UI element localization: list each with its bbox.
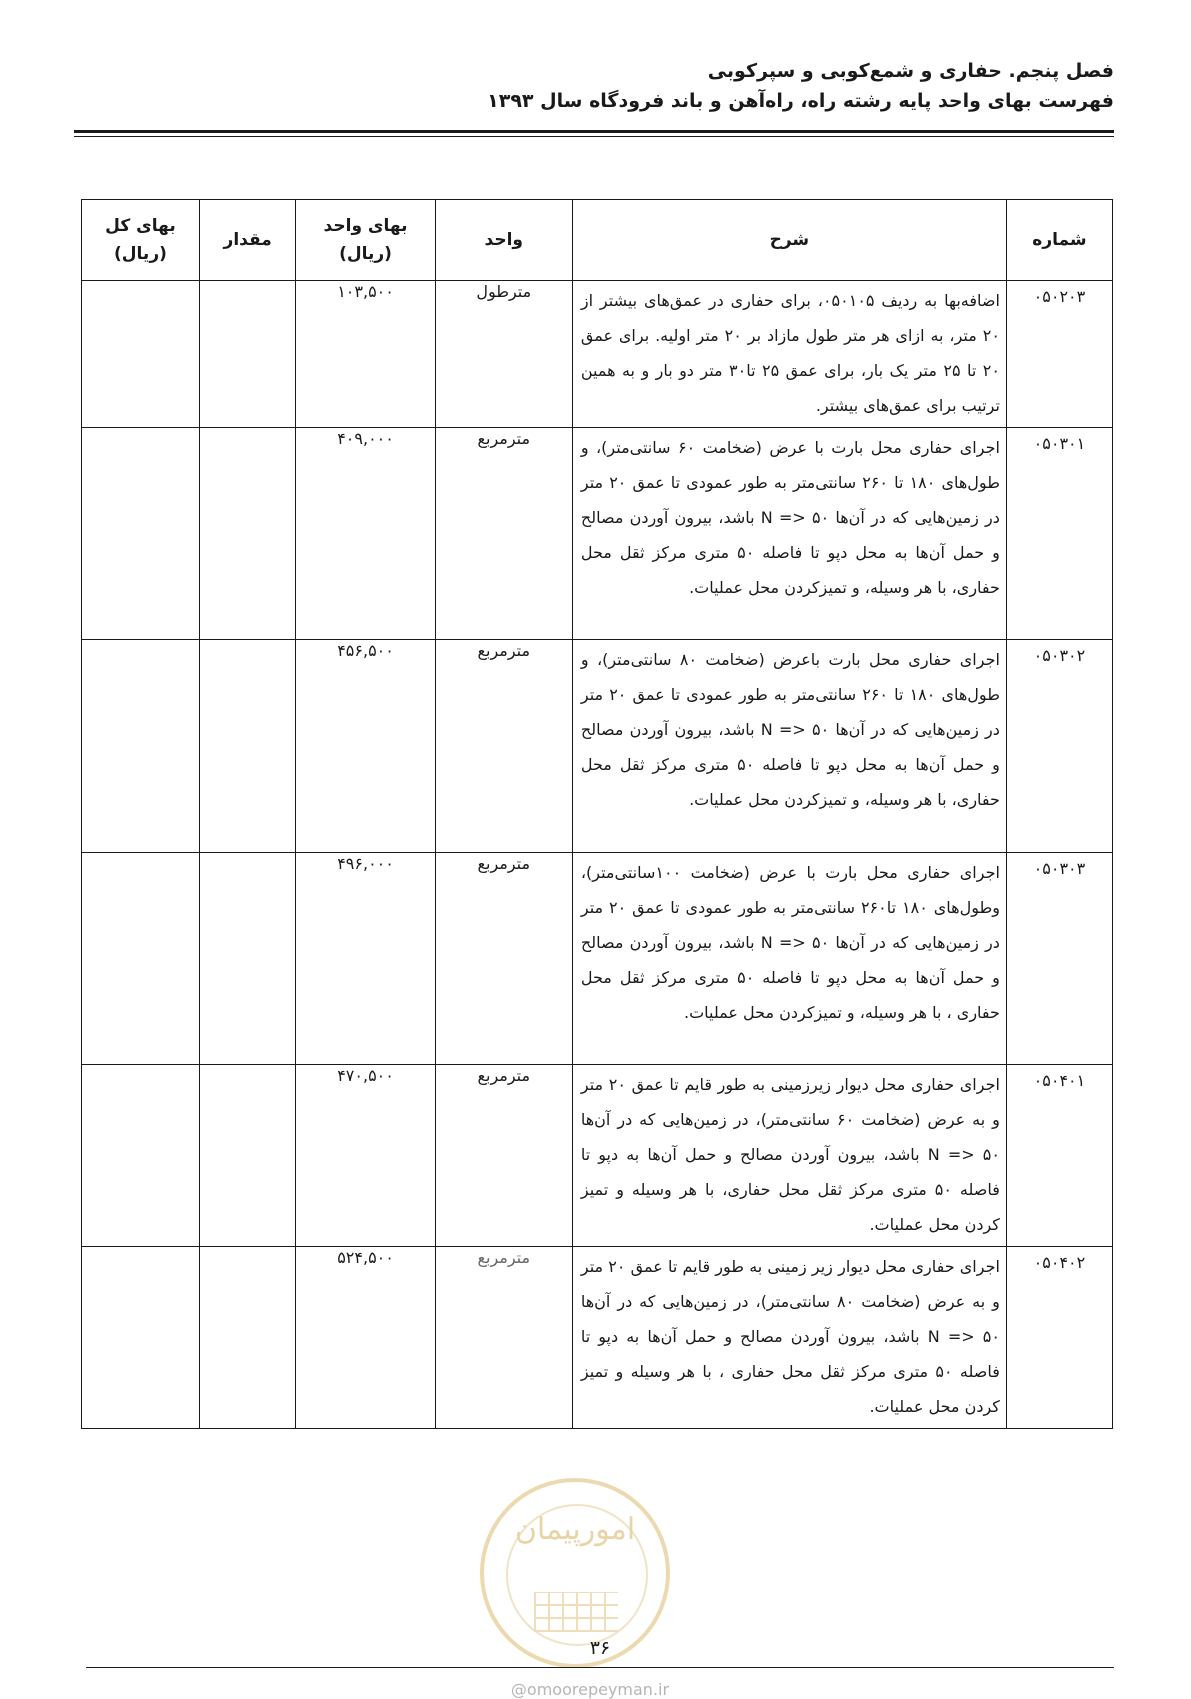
page-number: ۳۶ bbox=[589, 1637, 611, 1659]
row-description: اجرای حفاری محل دیوار زیر زمینی به طور قایم تا عمق ۲۰ متر و به عرض (ضخامت ۸۰ سانتی‌متر)، در زمین‌هایی که در آن‌ها ۵۰ <= N باشد، بیرون آوردن مصالح و حمل آن‌ها به دپو تا فاصله ۵۰ متری مرکز ثقل محل حفاری ، با هر وسیله و تمیز کردن محل عملیات. bbox=[572, 1247, 1006, 1429]
row-unit: مترمربع bbox=[435, 640, 572, 853]
row-code: ۰۵۰۳۰۲ bbox=[1006, 640, 1112, 853]
row-quantity bbox=[199, 853, 295, 1065]
table-header-row bbox=[82, 200, 1113, 281]
row-description: اجرای حفاری محل دیوار زیرزمینی به طور قایم تا عمق ۲۰ متر و به عرض (ضخامت ۶۰ سانتی‌متر)، در زمین‌هایی که در آن‌ها ۵۰ <= N باشد، بیرون آوردن مصالح و حمل آن‌ها به دپو تا فاصله ۵۰ متری مرکز ثقل محل حفاری، با هر وسیله و تمیز کردن محل عملیات. bbox=[572, 1065, 1006, 1247]
row-unit: مترمربع bbox=[435, 428, 572, 640]
row-description: اجرای حفاری محل بارت باعرض (ضخامت ۸۰ سانتی‌متر)، و طول‌های ۱۸۰ تا ۲۶۰ سانتی‌متر به طور عمودی تا عمق ۲۰ متر در زمین‌هایی که در آن‌ها ۵۰ <= N باشد، بیرون آوردن مصالح و حمل آن‌ها به محل دپو تا فاصله ۵۰ متری مرکز ثقل محل حفاری، با هر وسیله، و تمیزکردن محل عملیات. bbox=[572, 640, 1006, 853]
row-total-price bbox=[82, 640, 200, 853]
row-total-price bbox=[82, 281, 200, 428]
table-row bbox=[82, 640, 1113, 853]
row-description: اجرای حفاری محل بارت با عرض (ضخامت ۶۰ سانتی‌متر)، و طول‌های ۱۸۰ تا ۲۶۰ سانتی‌متر به طور عمودی تا عمق ۲۰ متر در زمین‌هایی که در آن‌ها ۵۰ <= N باشد، بیرون آوردن مصالح و حمل آن‌ها به محل دپو تا فاصله ۵۰ متری مرکز ثقل محل حفاری، با هر وسیله، و تمیزکردن محل عملیات. bbox=[572, 428, 1006, 640]
header-rule-thin bbox=[74, 136, 1114, 137]
chapter-title: فصل پنجم. حفاری و شمع‌کوبی و سپرکوبی bbox=[707, 60, 1114, 82]
header-quantity: مقدار bbox=[199, 200, 295, 281]
header-rule-thick bbox=[74, 130, 1114, 133]
row-quantity bbox=[199, 640, 295, 853]
row-code: ۰۵۰۳۰۱ bbox=[1006, 428, 1112, 640]
row-unit: مترمربع bbox=[435, 1065, 572, 1247]
header-unit-price bbox=[296, 200, 435, 281]
row-unit-price: ۴۹۶,۰۰۰ bbox=[296, 853, 435, 1065]
watermark-text: omoorepeyman.ir bbox=[526, 1680, 670, 1699]
row-code: ۰۵۰۴۰۲ bbox=[1006, 1247, 1112, 1429]
row-total-price bbox=[82, 428, 200, 640]
row-description: اجرای حفاری محل بارت با عرض (ضخامت ۱۰۰سانتی‌متر)، وطول‌های ۱۸۰ تا۲۶۰ سانتی‌متر به طور عمودی تا عمق ۲۰ متر در زمین‌هایی که در آن‌ها ۵۰ <= N باشد، بیرون آوردن مصالح و حمل آن‌ها به محل دپو تا فاصله ۵۰ متری مرکز ثقل محل حفاری ، با هر وسیله، و تمیزکردن محل عملیات. bbox=[572, 853, 1006, 1065]
seal-grid-emblem bbox=[534, 1592, 618, 1632]
at-icon: @ bbox=[510, 1680, 527, 1699]
row-unit-price: ۴۵۶,۵۰۰ bbox=[296, 640, 435, 853]
site-watermark bbox=[470, 1680, 710, 1699]
seal-script: امورپیمان bbox=[514, 1512, 636, 1547]
row-quantity bbox=[199, 281, 295, 428]
table-row bbox=[82, 1247, 1113, 1429]
row-unit-price: ۵۲۴,۵۰۰ bbox=[296, 1247, 435, 1429]
row-unit-price: ۴۰۹,۰۰۰ bbox=[296, 428, 435, 640]
row-total-price bbox=[82, 853, 200, 1065]
page-header bbox=[74, 56, 1114, 116]
table-row bbox=[82, 853, 1113, 1065]
table-row bbox=[82, 428, 1113, 640]
row-total-price bbox=[82, 1247, 200, 1429]
header-total-price-label: بهای کل bbox=[105, 216, 176, 236]
row-unit-price: ۴۷۰,۵۰۰ bbox=[296, 1065, 435, 1247]
header-unit-price-label: بهای واحد bbox=[323, 216, 408, 236]
row-quantity bbox=[199, 1065, 295, 1247]
row-description: اضافه‌بها به ردیف ۰۵۰۱۰۵، برای حفاری در عمق‌های بیشتر از ۲۰ متر، به ازای هر متر طول مازاد بر ۲۰ متر اولیه. برای عمق ۲۰ تا ۲۵ متر یک بار، برای عمق ۲۵ تا۳۰ متر دو بار و به همین ترتیب برای عمق‌های بیشتر. bbox=[572, 281, 1006, 428]
row-unit: مترمربع bbox=[435, 1247, 572, 1429]
header-code: شماره bbox=[1006, 200, 1112, 281]
footer-rule bbox=[86, 1667, 1114, 1668]
row-unit-price: ۱۰۳,۵۰۰ bbox=[296, 281, 435, 428]
row-total-price bbox=[82, 1065, 200, 1247]
header-unit: واحد bbox=[435, 200, 572, 281]
header-description: شرح bbox=[572, 200, 1006, 281]
row-unit: مترطول bbox=[435, 281, 572, 428]
document-subtitle: فهرست بهای واحد پایه رشته راه، راه‌آهن و باند فرودگاه سال ۱۳۹۳ bbox=[487, 90, 1114, 112]
row-quantity bbox=[199, 1247, 295, 1429]
row-code: ۰۵۰۴۰۱ bbox=[1006, 1065, 1112, 1247]
header-total-price bbox=[82, 200, 200, 281]
price-list-table bbox=[81, 199, 1113, 1429]
header-unit-price-currency: (ریال) bbox=[339, 244, 392, 264]
header-total-price-currency: (ریال) bbox=[114, 244, 167, 264]
row-code: ۰۵۰۳۰۳ bbox=[1006, 853, 1112, 1065]
row-quantity bbox=[199, 428, 295, 640]
table-row bbox=[82, 1065, 1113, 1247]
row-unit: مترمربع bbox=[435, 853, 572, 1065]
row-code: ۰۵۰۲۰۳ bbox=[1006, 281, 1112, 428]
table-row bbox=[82, 281, 1113, 428]
